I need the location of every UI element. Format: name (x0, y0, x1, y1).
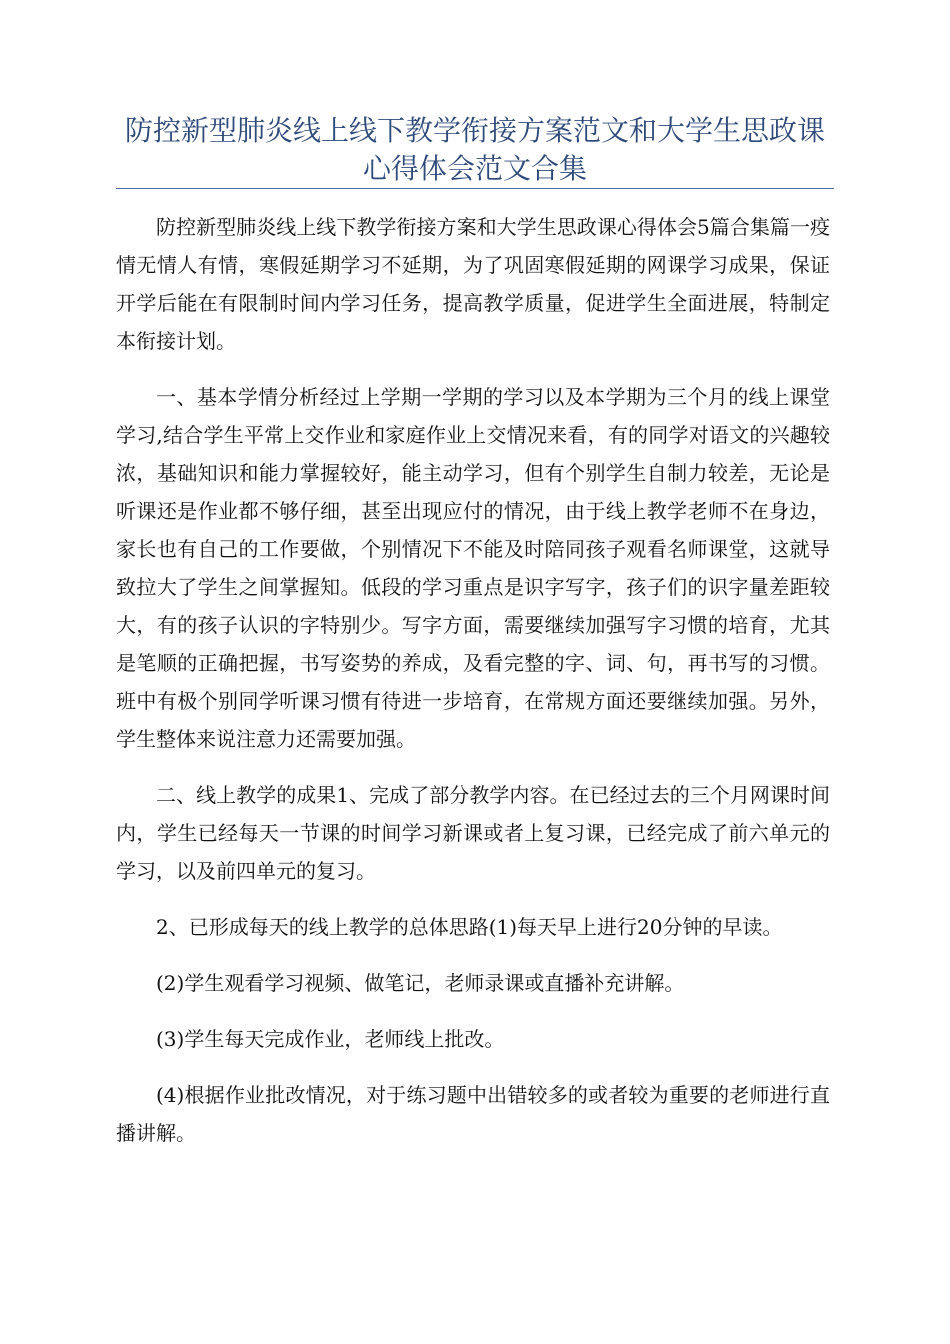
document-body (116, 208, 830, 1170)
paragraph-step-4: (4)根据作业批改情况，对于练习题中出错较多的或者较为重要的老师进行直播讲解。 (116, 1083, 830, 1145)
paragraph-learning-analysis: 一、基本学情分析经过上学期一学期的学习以及本学期为三个月的线上课堂学习,结合学生平常上交作业和家庭作业上交情况来看，有的同学对语文的兴趣较浓，基础知识和能力掌握较好，能主动学习，但有个别学生自制力较差，无论是听课还是作业都不够仔细，甚至出现应付的情况，由于线上教学老师不在身边，家长也有自己的工作要做，个别情况下不能及时陪同孩子观看名师课堂，这就导致拉大了学生之间掌握知。低段的学习重点是识字写字，孩子们的识字量差距较大，有的孩子认识的字特别少。写字方面，需要继续加强写字习惯的培育，尤其是笔顺的正确把握，书写姿势的养成，及看完整的字、词、句，再书写的习惯。班中有极个别同学听课习惯有待进一步培育，在常规方面还要继续加强。另外，学生整体来说注意力还需要加强。 (116, 385, 830, 751)
paragraph-step-3: (3)学生每天完成作业，老师线上批改。 (156, 1027, 505, 1051)
paragraph-teaching-approach: 2、已形成每天的线上教学的总体思路(1)每天早上进行20分钟的早读。 (156, 915, 783, 939)
document-title: 防控新型肺炎线上线下教学衔接方案范文和大学生思政课心得体会范文合集 (124, 114, 825, 185)
paragraph-step-2: (2)学生观看学习视频、做笔记，老师录课或直播补充讲解。 (156, 971, 685, 995)
paragraph-online-results: 二、线上教学的成果1、完成了部分教学内容。在已经过去的三个月网课时间内，学生已经每天一节课的时间学习新课或者上复习课，已经完成了前六单元的学习，以及前四单元的复习。 (116, 783, 830, 883)
title-divider (116, 188, 834, 189)
paragraph-intro: 防控新型肺炎线上线下教学衔接方案和大学生思政课心得体会5篇合集篇一疫情无情人有情，寒假延期学习不延期，为了巩固寒假延期的网课学习成果，保证开学后能在有限制时间内学习任务，提高教学质量，促进学生全面进展，特制定本衔接计划。 (116, 215, 830, 353)
